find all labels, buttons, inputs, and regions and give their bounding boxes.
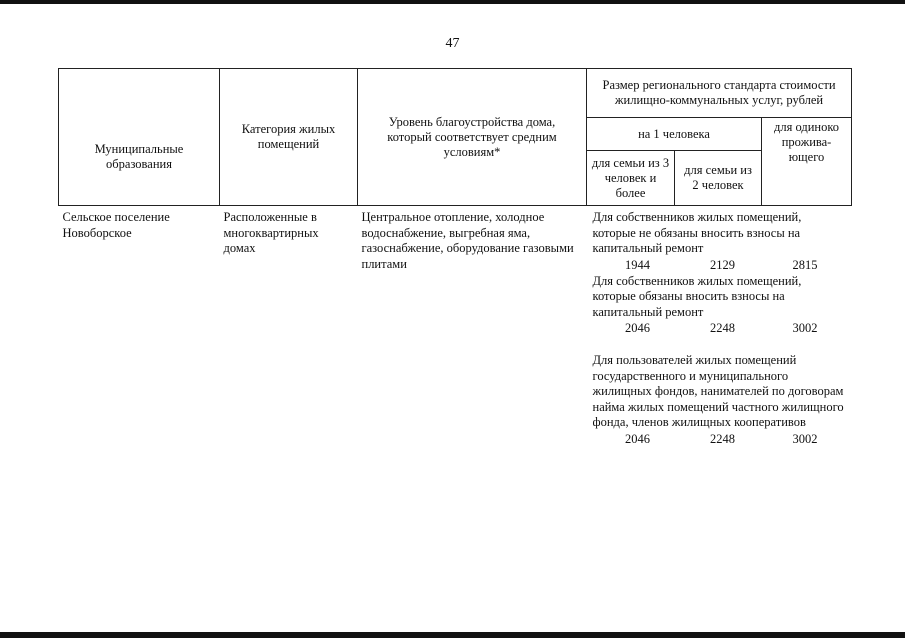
top-border — [0, 0, 905, 4]
header-standard: Размер регионального стандарта стоимости жилищно-коммунальных услуг, рублей — [587, 69, 852, 118]
table-row — [59, 206, 852, 448]
standards-table — [58, 68, 852, 448]
section-3-value-single: 3002 — [792, 431, 818, 446]
page-number: 47 — [445, 36, 460, 51]
cell-municipality: Сельское поселение Новоборское — [62, 210, 170, 240]
cell-level: Центральное отопление, холодное водоснабжение, выгребная яма, газоснабжение, оборудование газовыми плитами — [361, 210, 574, 271]
section-2-values — [593, 320, 848, 337]
header-category: Категория жилых помещений — [220, 69, 358, 206]
header-family2: для семьи из 2 человек — [675, 151, 762, 206]
section-2-value-single: 3002 — [792, 321, 818, 335]
header-single: для одиноко прожива-ющего — [762, 118, 852, 206]
header-level: Уровень благоустройства дома, который соответствует средним условиям* — [358, 69, 587, 206]
header-family3: для семьи из 3 человек и более — [587, 151, 675, 206]
section-3-value-family2: 2248 — [710, 431, 735, 446]
bottom-border — [0, 632, 905, 638]
cell-standard-values — [587, 206, 852, 448]
section-1-value-family3: 1944 — [625, 257, 650, 272]
section-1-value-family2: 2129 — [710, 257, 735, 272]
section-3-values — [593, 431, 848, 448]
section-1-values — [593, 257, 848, 274]
section-1-title: Для собственников жилых помещений, которые не обязаны вносить взносы на капитальный ремонт — [592, 210, 802, 255]
header-per-person: на 1 человека — [587, 118, 762, 151]
section-3-title: Для пользователей жилых помещений государственного и муниципального жилищных фондов, нанимателей по договорам найма жилых помещений частного жилищного фонда, членов жилищных кооперативов — [592, 353, 844, 429]
section-3-value-family3: 2046 — [625, 431, 650, 446]
section-2-value-family2: 2248 — [710, 321, 735, 335]
header-municipality: Муниципальные образования — [59, 69, 220, 206]
section-1-value-single: 2815 — [792, 257, 818, 272]
section-2-value-family3: 2046 — [625, 321, 650, 335]
cell-category: Расположенные в многоквартирных домах — [223, 210, 319, 255]
section-2-title: Для собственников жилых помещений, которые обязаны вносить взносы на капитальный ремонт — [592, 273, 802, 319]
